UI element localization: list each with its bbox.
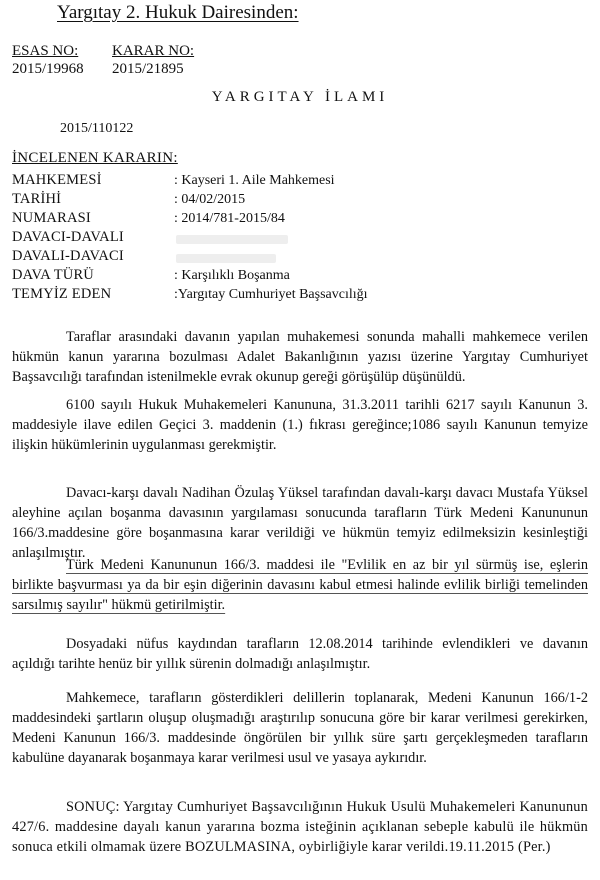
paragraph-court-error: Mahkemece, tarafların gösterdikleri delillerin toplanarak, Medeni Kanunun 166/1-2 maddesindeki şartların oluşup oluşmadığı araştırılıp sonucuna göre bir karar verilmesi gerekirken, Medeni Kanunun 166/3. maddesinde öngörülen bir yıllık süre şartı gerçekleşmeden tarafların kabulüne dayanarak boşanmaya karar verilmesi usul ve yasaya aykırıdır.	[12, 690, 588, 766]
case-type-value: : Karşılıklı Boşanma	[174, 268, 290, 283]
paragraph-intro: Taraflar arasındaki davanın yapılan muhakemesi sonunda mahalli mahkemece verilen hükmün kanun yararına bozulması Adalet Bakanlığının yazısı üzerine Yargıtay Cumhuriyet Başsavcılığı tarafından istenilmekle evrak okunup gereği görüşülüp düşünüldü.	[12, 329, 588, 385]
case-number-value: : 2014/781-2015/84	[174, 211, 285, 226]
karar-no-value: 2015/21895	[112, 61, 184, 77]
paragraph-case-facts: Davacı-karşı davalı Nadihan Özulaş Yüksel tarafından davalı-karşı davacı Mustafa Yüksel aleyhine açılan boşanma davasının yargılaması sonucunda tarafların Türk Medeni Kanununun 166/3.maddesine göre boşanmasına karar verildiği ve hükmün temyiz edilmeksizin kesinleştiği anlaşılmıştır.	[12, 485, 588, 561]
paragraph-law-reference: 6100 sayılı Hukuk Muhakemeleri Kanununa, 31.3.2011 tarihli 6217 sayılı Kanunun 3. maddesiyle ilave edilen Geçici 3. maddenin (1.) fıkrası gereğince;1086 sayılı Kanunun temyize ilişkin hükümlerinin uygulanması gerekmiştir.	[12, 397, 588, 453]
paragraph-civil-code-quote: Türk Medeni Kanununun 166/3. maddesi ile "Evlilik en az bir yıl sürmüş ise, eşlerin birlikte başvurması ya da bir eşin diğerinin davasını kabul etmesi halinde evlilik birliği temelinden sarsılmış sayılır" hükmü getirilmiştir.	[12, 557, 588, 613]
document-number: 2015/110122	[60, 121, 134, 136]
paragraph-conclusion: SONUÇ: Yargıtay Cumhuriyet Başsavcılığının Hukuk Usulü Muhakemeleri Kanununun 427/6. maddesine dayalı kanun yararına bozma isteğinin açıklanan sebeple kabulü ile hükmün sonuca etkili olmamak üzere BOZULMASINA, oybirliğiyle karar verildi.19.11.2015 (Per.)	[12, 799, 588, 855]
plaintiff-label: DAVACI-DAVALI	[12, 229, 124, 245]
date-label: TARİHİ	[12, 191, 62, 207]
court-value: : Kayseri 1. Aile Mahkemesi	[174, 173, 335, 188]
case-number-label: NUMARASI	[12, 210, 91, 226]
date-value: : 04/02/2015	[174, 192, 246, 207]
defendant-redaction	[176, 254, 276, 263]
defendant-label: DAVALI-DAVACI	[12, 248, 124, 264]
reviewed-decision-heading: İNCELENEN KARARIN:	[12, 150, 178, 166]
court-header: Yargıtay 2. Hukuk Dairesinden:	[57, 2, 299, 23]
paragraph-marriage-date: Dosyadaki nüfus kaydından tarafların 12.08.2014 tarihinde evlendikleri ve davanın açıldığı tarihte henüz bir yıllık sürenin dolmadığı anlaşılmıştır.	[12, 636, 588, 672]
karar-no-label: KARAR NO:	[112, 43, 195, 59]
appellant-label: TEMYİZ EDEN	[12, 286, 112, 302]
document-title: YARGITAY İLAMI	[211, 89, 389, 105]
case-type-label: DAVA TÜRÜ	[12, 267, 94, 283]
plaintiff-redaction	[176, 235, 288, 244]
court-label: MAHKEMESİ	[12, 172, 102, 188]
appellant-value: :Yargıtay Cumhuriyet Başsavcılığı	[174, 287, 368, 302]
esas-no-label: ESAS NO:	[12, 43, 79, 59]
esas-no-value: 2015/19968	[12, 61, 84, 77]
